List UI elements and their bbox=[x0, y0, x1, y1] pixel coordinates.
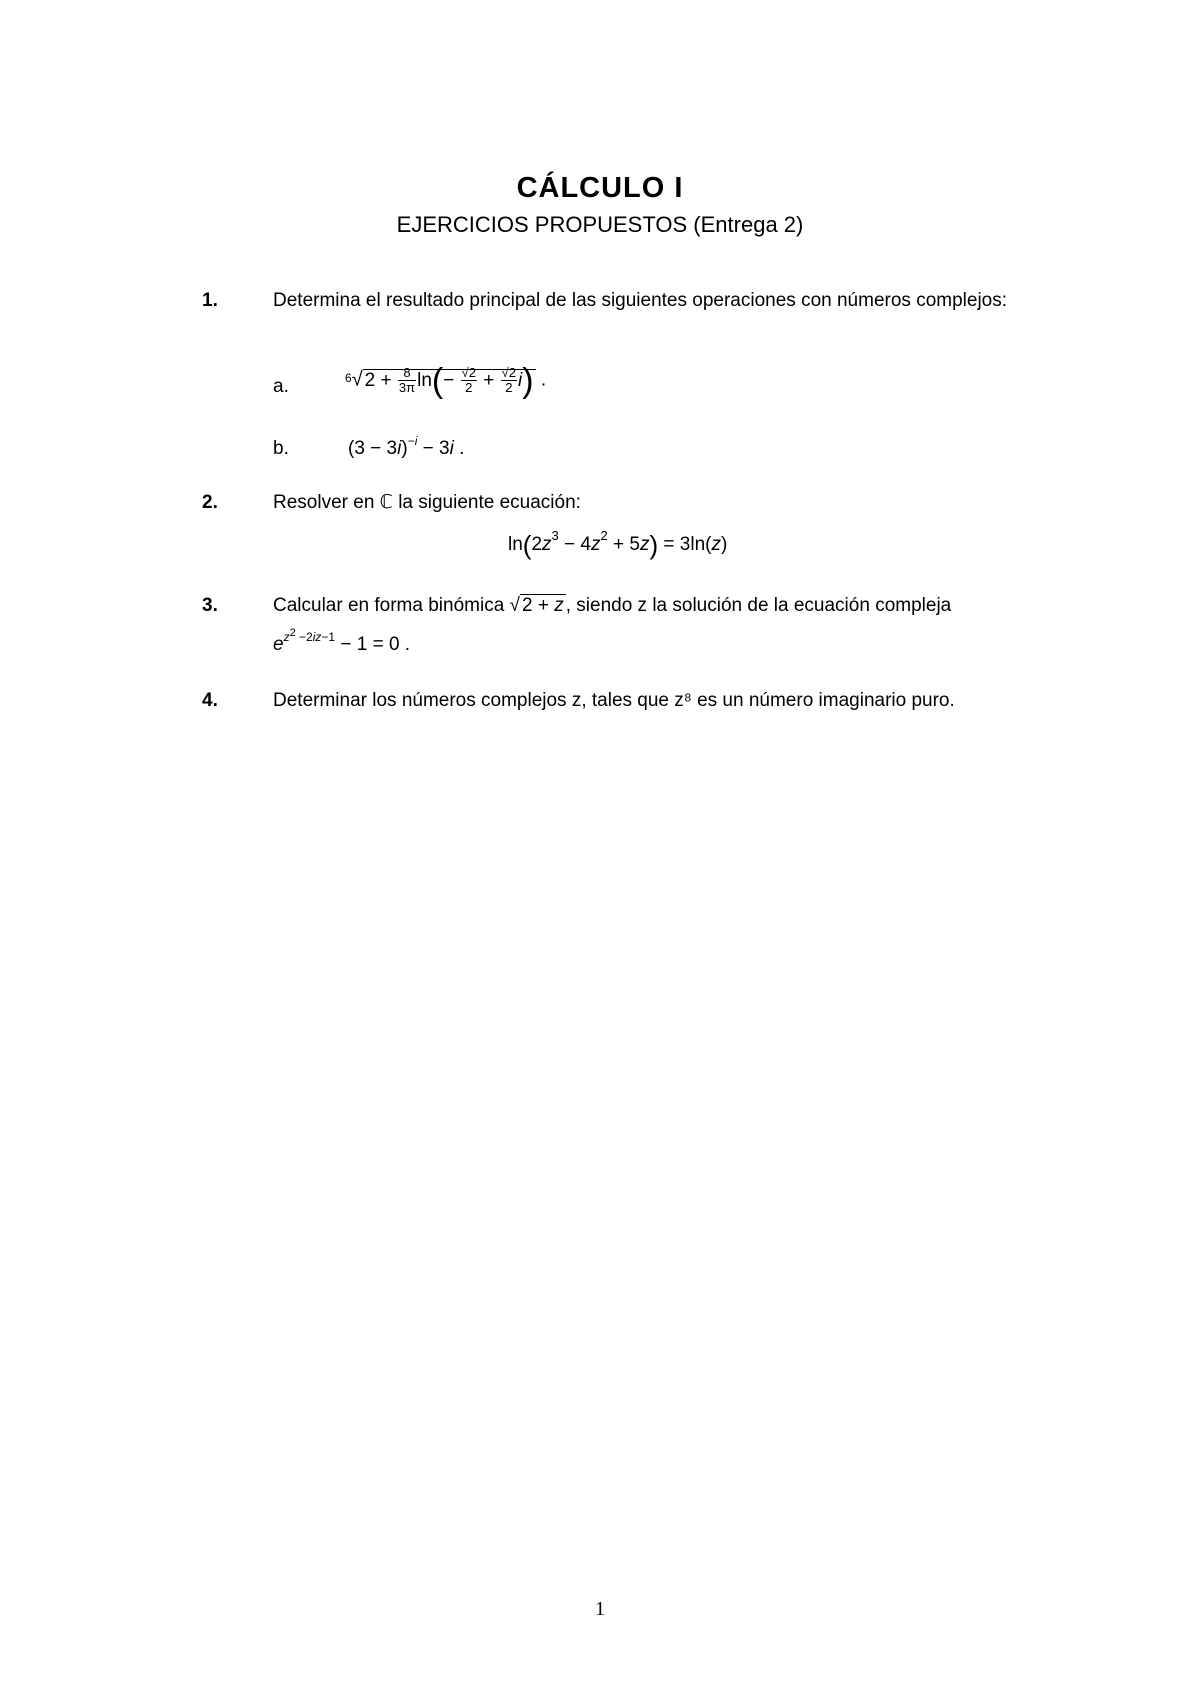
exercise-number: 1. bbox=[202, 290, 218, 311]
math-sqrt-2-plus-z: √ 2 + z bbox=[509, 595, 564, 616]
document-subtitle: EJERCICIOS PROPUESTOS (Entrega 2) bbox=[396, 212, 804, 237]
item-label: a. bbox=[273, 376, 289, 397]
exercise-text: Determinar los números complejos z, tales que z⁸ es un número imaginario puro. bbox=[273, 690, 955, 711]
exercise-number: 2. bbox=[202, 492, 218, 513]
page-number: 1 bbox=[595, 1598, 605, 1620]
exercise-number: 3. bbox=[202, 595, 218, 616]
item-label: b. bbox=[273, 438, 289, 459]
exercise-text-before: Calcular en forma binómica bbox=[273, 595, 505, 616]
exercise-text: Resolver en ℂ la siguiente ecuación: bbox=[273, 492, 581, 513]
exercise-text bbox=[273, 593, 1063, 619]
exercise-text-after: , siendo z la solución de la ecuación compleja bbox=[565, 595, 952, 616]
math-expression-1a: $^6$√ 2 + $\frac{8}{3\pi}$ ln(− $\frac{√2}{2}$ + $\frac{√2}{2}$ i) . bbox=[345, 361, 547, 400]
math-expression-1b: $(3 - 3i)^{-i} - 3i$ . bbox=[348, 434, 465, 459]
math-equation-2: $\ln(2z^3 - 4z^2 + 5z) = 3\ln(z)$ bbox=[508, 528, 728, 560]
exercise-text: Determina el resultado principal de las siguientes operaciones con números complejos: bbox=[273, 290, 1008, 311]
document-title: CÁLCULO I bbox=[516, 172, 684, 204]
math-equation-3: $e^{z2 -2iz-1} - 1 = 0$ . bbox=[273, 627, 411, 655]
exercise-number: 4. bbox=[202, 690, 218, 711]
